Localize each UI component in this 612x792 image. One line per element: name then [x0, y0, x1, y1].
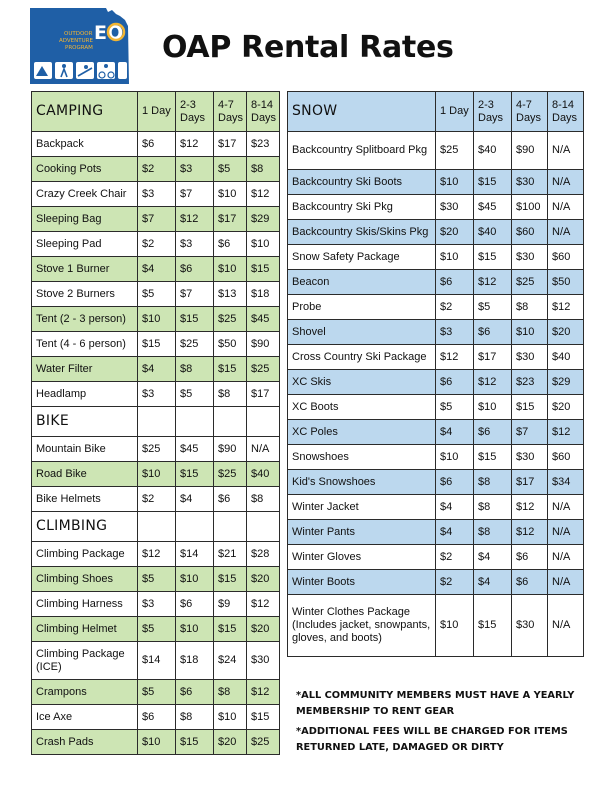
- price-4-7-days: $30: [512, 445, 548, 470]
- item-name-winter-gloves: Winter Gloves: [288, 545, 436, 570]
- price-2-3-days: $5: [474, 295, 512, 320]
- item-name-xc-poles: XC Poles: [288, 420, 436, 445]
- price-2-3-days: $12: [474, 370, 512, 395]
- price-1-day: $5: [138, 680, 176, 705]
- empty-cell: [214, 512, 247, 542]
- table-row: [288, 395, 584, 420]
- price-8-14-days: N/A: [548, 195, 584, 220]
- price-1-day: $3: [138, 382, 176, 407]
- price-2-3-days: $45: [474, 195, 512, 220]
- membership-note: *ALL COMMUNITY MEMBERS MUST HAVE A YEARLY MEMBERSHIP TO RENT GEAR: [296, 690, 575, 717]
- price-8-14-days: $45: [247, 307, 280, 332]
- empty-cell: [138, 407, 176, 437]
- column-header-8-14-days: 8-14 Days: [247, 92, 280, 132]
- table-row: [32, 462, 280, 487]
- item-name-crazy-creek-chair: Crazy Creek Chair: [32, 182, 138, 207]
- price-1-day: $20: [436, 220, 474, 245]
- price-4-7-days: $10: [512, 320, 548, 345]
- price-1-day: $25: [436, 132, 474, 170]
- logo-line-adventure: ADVENTURE: [59, 38, 93, 44]
- price-2-3-days: $10: [176, 567, 214, 592]
- item-name-shovel: Shovel: [288, 320, 436, 345]
- table-row: [32, 182, 280, 207]
- table-row: [32, 592, 280, 617]
- item-name-climbing-package-ice: Climbing Package (ICE): [32, 642, 138, 680]
- table-row: [288, 495, 584, 520]
- table-row: [288, 132, 584, 170]
- price-8-14-days: $60: [548, 245, 584, 270]
- price-8-14-days: N/A: [548, 132, 584, 170]
- price-8-14-days: $23: [247, 132, 280, 157]
- price-1-day: $4: [436, 520, 474, 545]
- item-name-sleeping-pad: Sleeping Pad: [32, 232, 138, 257]
- item-name-cross-country-ski-package: Cross Country Ski Package: [288, 345, 436, 370]
- price-2-3-days: $6: [176, 257, 214, 282]
- price-2-3-days: $15: [176, 462, 214, 487]
- price-1-day: $2: [436, 295, 474, 320]
- price-4-7-days: $100: [512, 195, 548, 220]
- item-name-stove-1-burner: Stove 1 Burner: [32, 257, 138, 282]
- item-name-backcountry-ski-boots: Backcountry Ski Boots: [288, 170, 436, 195]
- price-8-14-days: $34: [548, 470, 584, 495]
- price-2-3-days: $4: [474, 570, 512, 595]
- price-2-3-days: $3: [176, 157, 214, 182]
- price-2-3-days: $12: [474, 270, 512, 295]
- price-2-3-days: $8: [474, 495, 512, 520]
- price-4-7-days: $8: [214, 680, 247, 705]
- table-row: [32, 542, 280, 567]
- price-8-14-days: $25: [247, 357, 280, 382]
- price-4-7-days: $12: [512, 495, 548, 520]
- price-4-7-days: $6: [512, 570, 548, 595]
- empty-cell: [138, 512, 176, 542]
- item-name-probe: Probe: [288, 295, 436, 320]
- price-2-3-days: $8: [474, 470, 512, 495]
- price-8-14-days: $20: [548, 320, 584, 345]
- price-1-day: $2: [436, 545, 474, 570]
- table-row: [32, 307, 280, 332]
- price-2-3-days: $18: [176, 642, 214, 680]
- bike-section-title: BIKE: [32, 407, 138, 437]
- item-name-kid-s-snowshoes: Kid's Snowshoes: [288, 470, 436, 495]
- price-2-3-days: $5: [176, 382, 214, 407]
- price-8-14-days: $8: [247, 487, 280, 512]
- empty-cell: [247, 512, 280, 542]
- price-8-14-days: $12: [247, 680, 280, 705]
- table-row: [32, 157, 280, 182]
- price-1-day: $6: [138, 132, 176, 157]
- price-2-3-days: $10: [474, 395, 512, 420]
- price-1-day: $7: [138, 207, 176, 232]
- price-8-14-days: $12: [247, 592, 280, 617]
- table-row: [32, 437, 280, 462]
- price-1-day: $5: [436, 395, 474, 420]
- price-2-3-days: $8: [176, 357, 214, 382]
- price-8-14-days: $20: [247, 617, 280, 642]
- price-1-day: $2: [138, 157, 176, 182]
- item-name-winter-clothes-package-includes-jacket-s: Winter Clothes Package (Includes jacket, snowpants, gloves, and boots): [288, 595, 436, 657]
- table-row: [288, 420, 584, 445]
- item-name-climbing-shoes: Climbing Shoes: [32, 567, 138, 592]
- price-8-14-days: N/A: [548, 495, 584, 520]
- price-1-day: $10: [436, 170, 474, 195]
- price-2-3-days: $15: [474, 445, 512, 470]
- price-8-14-days: $50: [548, 270, 584, 295]
- price-1-day: $12: [436, 345, 474, 370]
- price-1-day: $6: [436, 370, 474, 395]
- price-8-14-days: $40: [247, 462, 280, 487]
- price-1-day: $2: [138, 487, 176, 512]
- table-row: [288, 270, 584, 295]
- price-4-7-days: $30: [512, 345, 548, 370]
- snow-header-row: [288, 92, 584, 132]
- climbing-header-row: [32, 512, 280, 542]
- price-2-3-days: $7: [176, 282, 214, 307]
- item-name-winter-boots: Winter Boots: [288, 570, 436, 595]
- price-8-14-days: $30: [247, 642, 280, 680]
- price-2-3-days: $6: [474, 320, 512, 345]
- price-8-14-days: $20: [247, 567, 280, 592]
- table-row: [288, 570, 584, 595]
- item-name-crampons: Crampons: [32, 680, 138, 705]
- table-row: [32, 357, 280, 382]
- price-4-7-days: $12: [512, 520, 548, 545]
- table-row: [32, 567, 280, 592]
- price-1-day: $3: [436, 320, 474, 345]
- price-2-3-days: $3: [176, 232, 214, 257]
- item-name-water-filter: Water Filter: [32, 357, 138, 382]
- empty-cell: [176, 407, 214, 437]
- price-4-7-days: $13: [214, 282, 247, 307]
- activity-icons: [34, 62, 127, 79]
- price-2-3-days: $6: [176, 592, 214, 617]
- price-1-day: $4: [138, 357, 176, 382]
- price-2-3-days: $8: [474, 520, 512, 545]
- climbing-section-title: CLIMBING: [32, 512, 138, 542]
- empty-cell: [214, 407, 247, 437]
- item-name-backpack: Backpack: [32, 132, 138, 157]
- table-row: [288, 195, 584, 220]
- price-8-14-days: $90: [247, 332, 280, 357]
- price-8-14-days: $20: [548, 395, 584, 420]
- price-8-14-days: $15: [247, 705, 280, 730]
- price-2-3-days: $8: [176, 705, 214, 730]
- price-8-14-days: $12: [548, 420, 584, 445]
- price-1-day: $6: [436, 270, 474, 295]
- logo-initials: EO: [94, 22, 124, 44]
- price-1-day: $2: [436, 570, 474, 595]
- table-row: [32, 132, 280, 157]
- price-4-7-days: $15: [214, 617, 247, 642]
- price-1-day: $5: [138, 282, 176, 307]
- price-1-day: $10: [138, 307, 176, 332]
- price-4-7-days: $8: [214, 382, 247, 407]
- table-row: [32, 257, 280, 282]
- rental-notes: [296, 688, 592, 760]
- price-8-14-days: N/A: [548, 520, 584, 545]
- table-row: [32, 730, 280, 755]
- price-8-14-days: $60: [548, 445, 584, 470]
- price-8-14-days: $29: [548, 370, 584, 395]
- price-4-7-days: $21: [214, 542, 247, 567]
- column-header-2-3-days: 2-3 Days: [176, 92, 214, 132]
- price-1-day: $15: [138, 332, 176, 357]
- left-rates-table: [31, 91, 280, 755]
- item-name-climbing-package: Climbing Package: [32, 542, 138, 567]
- price-2-3-days: $12: [176, 132, 214, 157]
- column-header-4-7-days: 4-7 Days: [214, 92, 247, 132]
- price-8-14-days: $25: [247, 730, 280, 755]
- price-8-14-days: $29: [247, 207, 280, 232]
- column-header-1-day: 1 Day: [436, 92, 474, 132]
- price-8-14-days: $12: [247, 182, 280, 207]
- item-name-winter-jacket: Winter Jacket: [288, 495, 436, 520]
- price-4-7-days: $5: [214, 157, 247, 182]
- table-row: [32, 705, 280, 730]
- price-2-3-days: $15: [474, 595, 512, 657]
- price-1-day: $6: [138, 705, 176, 730]
- table-row: [288, 220, 584, 245]
- price-1-day: $30: [436, 195, 474, 220]
- table-row: [288, 245, 584, 270]
- price-4-7-days: $90: [512, 132, 548, 170]
- price-2-3-days: $4: [176, 487, 214, 512]
- column-header-4-7-days: 4-7 Days: [512, 92, 548, 132]
- item-name-winter-pants: Winter Pants: [288, 520, 436, 545]
- price-4-7-days: $6: [214, 232, 247, 257]
- price-4-7-days: $9: [214, 592, 247, 617]
- item-name-climbing-harness: Climbing Harness: [32, 592, 138, 617]
- price-8-14-days: $17: [247, 382, 280, 407]
- item-name-tent-2-3-person: Tent (2 - 3 person): [32, 307, 138, 332]
- snow-rates-table: [287, 91, 584, 657]
- price-2-3-days: $14: [176, 542, 214, 567]
- price-4-7-days: $15: [214, 357, 247, 382]
- price-1-day: $10: [436, 245, 474, 270]
- price-1-day: $25: [138, 437, 176, 462]
- price-1-day: $5: [138, 617, 176, 642]
- price-1-day: $2: [138, 232, 176, 257]
- price-8-14-days: $12: [548, 295, 584, 320]
- item-name-headlamp: Headlamp: [32, 382, 138, 407]
- item-name-tent-4-6-person: Tent (4 - 6 person): [32, 332, 138, 357]
- camping-header-row: [32, 92, 280, 132]
- table-row: [288, 370, 584, 395]
- price-1-day: $10: [138, 730, 176, 755]
- column-header-1-day: 1 Day: [138, 92, 176, 132]
- price-8-14-days: $15: [247, 257, 280, 282]
- price-1-day: $4: [436, 495, 474, 520]
- table-row: [288, 520, 584, 545]
- price-4-7-days: $20: [214, 730, 247, 755]
- table-row: [32, 382, 280, 407]
- price-2-3-days: $7: [176, 182, 214, 207]
- price-2-3-days: $12: [176, 207, 214, 232]
- table-row: [288, 320, 584, 345]
- price-4-7-days: $7: [512, 420, 548, 445]
- price-8-14-days: N/A: [548, 545, 584, 570]
- price-8-14-days: N/A: [548, 220, 584, 245]
- empty-cell: [176, 512, 214, 542]
- price-8-14-days: $18: [247, 282, 280, 307]
- price-4-7-days: $8: [512, 295, 548, 320]
- item-name-beacon: Beacon: [288, 270, 436, 295]
- item-name-snowshoes: Snowshoes: [288, 445, 436, 470]
- price-1-day: $12: [138, 542, 176, 567]
- price-1-day: $10: [436, 595, 474, 657]
- page-title: OAP Rental Rates: [162, 30, 454, 65]
- price-4-7-days: $24: [214, 642, 247, 680]
- price-4-7-days: $6: [512, 545, 548, 570]
- price-2-3-days: $6: [176, 680, 214, 705]
- snow-section-title: SNOW: [288, 92, 436, 132]
- price-4-7-days: $30: [512, 245, 548, 270]
- price-4-7-days: $17: [512, 470, 548, 495]
- oregon-state-logo-icon: [28, 6, 131, 86]
- price-2-3-days: $15: [474, 245, 512, 270]
- price-1-day: $5: [138, 567, 176, 592]
- logo-line-outdoor: OUTDOOR: [64, 31, 93, 37]
- item-name-sleeping-bag: Sleeping Bag: [32, 207, 138, 232]
- price-2-3-days: $15: [474, 170, 512, 195]
- price-2-3-days: $40: [474, 220, 512, 245]
- price-8-14-days: $40: [548, 345, 584, 370]
- price-2-3-days: $15: [176, 730, 214, 755]
- price-1-day: $4: [138, 257, 176, 282]
- price-4-7-days: $15: [214, 567, 247, 592]
- table-row: [32, 642, 280, 680]
- price-4-7-days: $30: [512, 170, 548, 195]
- price-8-14-days: $10: [247, 232, 280, 257]
- item-name-snow-safety-package: Snow Safety Package: [288, 245, 436, 270]
- item-name-backcountry-ski-pkg: Backcountry Ski Pkg: [288, 195, 436, 220]
- price-1-day: $3: [138, 182, 176, 207]
- price-2-3-days: $15: [176, 307, 214, 332]
- table-row: [32, 207, 280, 232]
- price-2-3-days: $6: [474, 420, 512, 445]
- price-2-3-days: $40: [474, 132, 512, 170]
- price-4-7-days: $25: [214, 307, 247, 332]
- table-row: [32, 232, 280, 257]
- price-4-7-days: $50: [214, 332, 247, 357]
- item-name-ice-axe: Ice Axe: [32, 705, 138, 730]
- price-8-14-days: N/A: [247, 437, 280, 462]
- table-row: [32, 487, 280, 512]
- price-4-7-days: $25: [214, 462, 247, 487]
- column-header-2-3-days: 2-3 Days: [474, 92, 512, 132]
- item-name-stove-2-burners: Stove 2 Burners: [32, 282, 138, 307]
- item-name-xc-boots: XC Boots: [288, 395, 436, 420]
- price-2-3-days: $25: [176, 332, 214, 357]
- price-1-day: $10: [138, 462, 176, 487]
- table-row: [288, 295, 584, 320]
- logo-line-program: PROGRAM: [65, 45, 93, 51]
- item-name-road-bike: Road Bike: [32, 462, 138, 487]
- table-row: [32, 680, 280, 705]
- price-4-7-days: $10: [214, 257, 247, 282]
- price-8-14-days: N/A: [548, 570, 584, 595]
- price-1-day: $10: [436, 445, 474, 470]
- price-4-7-days: $23: [512, 370, 548, 395]
- price-2-3-days: $45: [176, 437, 214, 462]
- price-4-7-days: $60: [512, 220, 548, 245]
- table-row: [288, 545, 584, 570]
- item-name-crash-pads: Crash Pads: [32, 730, 138, 755]
- item-name-bike-helmets: Bike Helmets: [32, 487, 138, 512]
- item-name-backcountry-splitboard-pkg: Backcountry Splitboard Pkg: [288, 132, 436, 170]
- price-4-7-days: $6: [214, 487, 247, 512]
- oap-logo: [28, 6, 131, 86]
- column-header-8-14-days: 8-14 Days: [548, 92, 584, 132]
- item-name-climbing-helmet: Climbing Helmet: [32, 617, 138, 642]
- item-name-cooking-pots: Cooking Pots: [32, 157, 138, 182]
- price-4-7-days: $15: [512, 395, 548, 420]
- item-name-backcountry-skis-skins-pkg: Backcountry Skis/Skins Pkg: [288, 220, 436, 245]
- table-row: [32, 617, 280, 642]
- price-2-3-days: $4: [474, 545, 512, 570]
- price-8-14-days: $8: [247, 157, 280, 182]
- table-row: [288, 170, 584, 195]
- table-row: [32, 332, 280, 357]
- price-2-3-days: $17: [474, 345, 512, 370]
- price-8-14-days: N/A: [548, 595, 584, 657]
- price-1-day: $4: [436, 420, 474, 445]
- price-8-14-days: N/A: [548, 170, 584, 195]
- price-4-7-days: $10: [214, 182, 247, 207]
- bike-header-row: [32, 407, 280, 437]
- price-4-7-days: $17: [214, 207, 247, 232]
- item-name-mountain-bike: Mountain Bike: [32, 437, 138, 462]
- price-1-day: $6: [436, 470, 474, 495]
- price-4-7-days: $10: [214, 705, 247, 730]
- empty-cell: [247, 407, 280, 437]
- price-1-day: $14: [138, 642, 176, 680]
- price-1-day: $3: [138, 592, 176, 617]
- table-row: [288, 345, 584, 370]
- table-row: [288, 595, 584, 657]
- fees-note: *ADDITIONAL FEES WILL BE CHARGED FOR ITEMS RETURNED LATE, DAMAGED OR DIRTY: [296, 726, 568, 753]
- price-4-7-days: $90: [214, 437, 247, 462]
- price-4-7-days: $17: [214, 132, 247, 157]
- price-8-14-days: $28: [247, 542, 280, 567]
- table-row: [288, 470, 584, 495]
- price-4-7-days: $25: [512, 270, 548, 295]
- price-2-3-days: $10: [176, 617, 214, 642]
- table-row: [288, 445, 584, 470]
- table-row: [32, 282, 280, 307]
- price-4-7-days: $30: [512, 595, 548, 657]
- camping-section-title: CAMPING: [32, 92, 138, 132]
- item-name-xc-skis: XC Skis: [288, 370, 436, 395]
